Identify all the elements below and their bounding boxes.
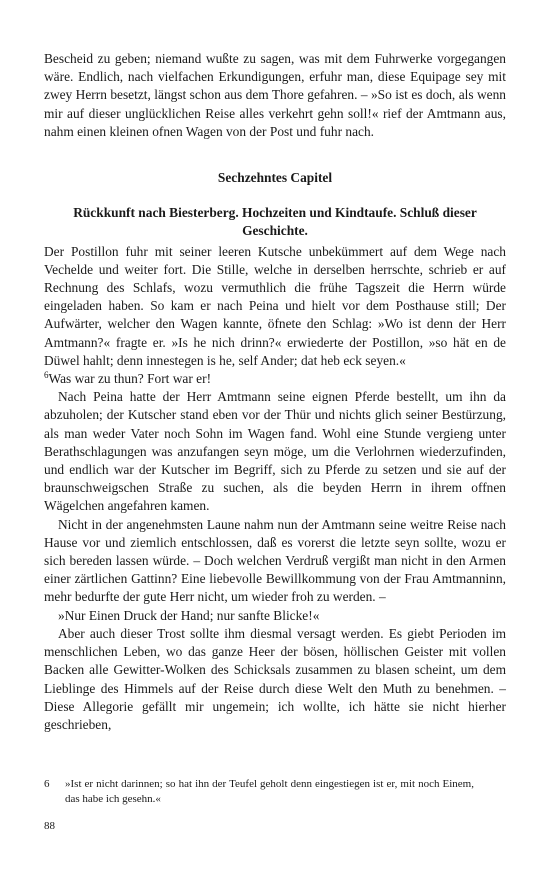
page-body [44,50,506,734]
footnote-marker: 6 [44,370,49,381]
chapter-title: Sechzehntes Capitel [217,170,333,186]
chapter-subtitle: Rückkunft nach Biesterberg. Hochzeiten und Kindtaufe. Schluß dieser Geschichte. [73,205,477,239]
paragraph-1-main: Der Postillon fuhr mit seiner leeren Kutsche unbekümmert auf dem Wege nach Vechelde und weiter fort. Die Stille, welche in derselben herrschte, schrieb er auf Rechnung des Schlafs, wozu vermuthlich die frühe Tagszeit die Herrn würde eingeladen haben. So kam er nach Peina und hielt vor dem Posthause still; Der Aufwärter, welcher den Wagen kannte, öfnete den Schlag: »Wo ist denn der Herr Amtmann?« fragte er. »Is he nich drinn?« erwiederte der Postillon, »so hät en de Düwel hahlt; denn innestegen is he, self Ander; dat heb eck seyen.« [44,243,506,368]
paragraph-2: Nach Peina hatte der Herr Amtmann seine eignen Pferde bestellt, um ihn da abzuholen; der Kutscher stand eben vor der Thür und nichts glich seiner Bestürzung, als man weder Vater noch Sohn im Wagen fand. Wohl eine Stunde vergieng unter Berathschlagungen was anzufangen seyn möge, um die Verlohrnen wiederzufinden, und endlich war der Kutscher im Begriff, sich zu Pferde zu setzen und sie auf der braunschweigschen Straße zu suchen, als die beyden Herrn in ihrem offnen Wägelchen angefahren kamen. [44,389,506,514]
paragraph-1-tail: Was war zu thun? Fort war er! [48,371,212,387]
paragraph-1 [44,243,506,389]
paragraph-quote: »Nur Einen Druck der Hand; nur sanfte Blicke!« [58,607,320,623]
footnote [44,777,474,807]
footnote-text: »Ist er nicht darinnen; so hat ihn der Teufel geholt denn eingestiegen ist er, mit noch Einem, das habe ich gesehn.« [65,778,474,805]
paragraph-opening: Bescheid zu geben; niemand wußte zu sagen, was mit dem Fuhrwerke vorgegangen wäre. Endlich, nach vielfachen Erkundigungen, erfuhr man, diese Equipage sey mit zwey Herrn besetzt, längst schon aus dem Thore gefahren. – »So ist es doch, als wenn mir auf dieser unglücklichen Reise alles verkehrt gehn soll!« rief der Amtmann aus, nahm einen kleinen ofnen Wagen von der Post und fuhr nach. [44,51,506,139]
footnote-number: 6 [44,778,50,790]
page-number: 88 [44,820,55,832]
paragraph-3: Nicht in der angenehmsten Laune nahm nun der Amtmann seine weitre Reise nach Hause vor und ziemlich entschlossen, daß es vorerst die letzte seyn sollte, wozu er sich bereden lassen würde. – Doch welchen Verdruß vergißt man nicht in den Armen einer zärtlichen Gattinn? Eine liebevolle Bewillkommung von der Frau Amtmanninn, mehr bedurfte der gute Herr nicht, um wieder froh zu werden. – [44,516,506,605]
paragraph-5: Aber auch dieser Trost sollte ihm diesmal versagt werden. Es giebt Perioden im menschlichen Leben, wo das ganze Heer der bösen, höllischen Geister mit vollen Backen alle Gewitter-Wolken des Schicksals zusammen zu blasen scheint, um dem Lieblinge des Himmels auf der Reise durch diese Welt den Muth zu benehmen. – Diese Allegorie gefällt mir ungemein; ich wollte, ich hätte sie nicht hierher geschrieben, [44,625,506,732]
